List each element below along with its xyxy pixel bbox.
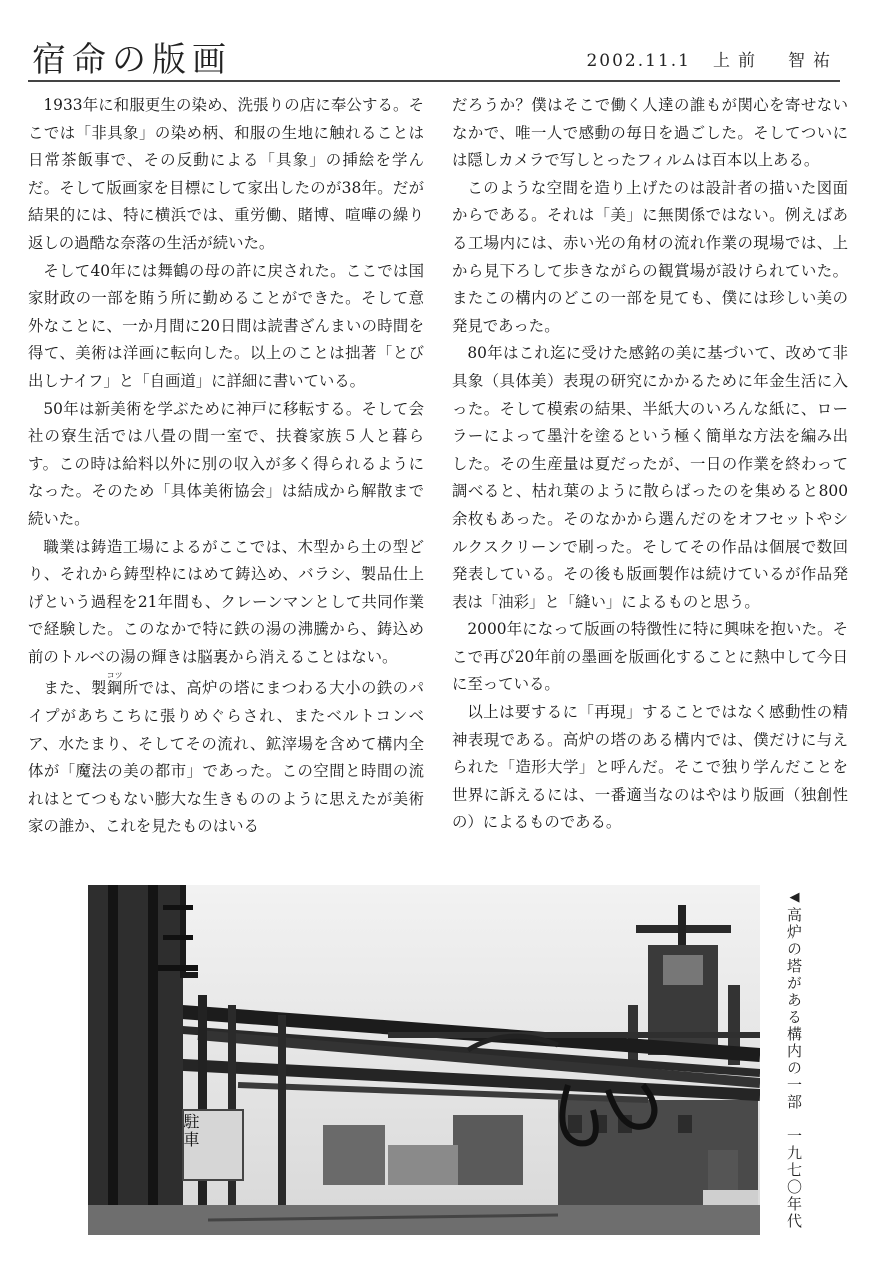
left-column xyxy=(28,92,424,841)
caption-arrow-icon: ◀ xyxy=(787,890,802,907)
paragraph-continued: だろうか？僕はそこで働く人達の誰もが関心を寄せないなかで、唯一人で感動の毎日を過ごした。そしてついには隠しカメラで写しとったフィルムは百本以上ある。 xyxy=(452,96,848,170)
ruby-word xyxy=(106,671,123,698)
paragraph: 職業は鋳造工場によるがここでは、木型から土の型どり、それから鋳型枠にはめて鋳込め、バラシ、製品仕上げという過程を21年間も、クレーンマンとして共同作業で経験した。このなかで特に鉄の湯の沸騰から、鋳込め前のトルベの湯の輝きは脳裏から消えることはない。 xyxy=(28,537,424,666)
ruby-base: 鋼 xyxy=(106,679,123,698)
byline xyxy=(586,46,838,71)
paragraph: 以上は要するに「再現」することではなく感動性の精神表現である。高炉の塔のある構内では、僕だけに与えられた「造形大学」と呼んだ。そこで独り学んだことを世界に訴えるには、一番適当なのはやはり版画（独創性の）によるものである。 xyxy=(452,703,848,832)
photo-caption xyxy=(776,890,806,1230)
paragraph: 2000年になって版画の特徴性に特に興味を抱いた。そこで再び20年前の墨画を版画化することに熱中して今日に至っている。 xyxy=(452,620,848,694)
photo-sign-text: 駐車 xyxy=(181,1113,200,1149)
factory-photo xyxy=(88,885,760,1235)
paragraph xyxy=(28,671,424,841)
paragraph: そして40年には舞鶴の母の許に戻された。ここでは国家財政の一部を賄う所に勤めることができた。そして意外なことに、一か月間に20日間は読書ざんまいの時間を得て、美術は洋画に転向した。以上のことは拙著「とび出しナイフ」と「自画道」に詳細に書いている。 xyxy=(28,261,424,390)
paragraph-text: また、製 xyxy=(43,679,107,698)
article-date: 2002.11.1 xyxy=(586,51,691,71)
right-column xyxy=(452,92,848,837)
paragraph: 50年は新美術を学ぶために神戸に移転する。そして会社の寮生活では八畳の間一室で、扶養家族５人と暮らす。この時は給料以外に別の収入が多く得られるようになった。そのため「具体美術協会」は結成から解散まで続いた。 xyxy=(28,399,424,528)
caption-text: 高炉の塔がある構内の一部 一九七〇年代 xyxy=(785,907,803,1230)
paragraph: 80年はこれ迄に受けた感銘の美に基づいて、改めて非具象（具体美）表現の研究にかかるために年金生活に入った。そして模索の結果、半紙大のいろんな紙に、ローラーによって墨汁を塗るという極く簡単な方法を編み出した。その生産量は夏だったが、一日の作業を終わって調べると、枯れ葉のように散らばったのを集めると800余枚もあった。そのなかから選んだのをオフセットやシルクスクリーンで刷った。そしてその作品は個展で数回発表している。その後も版画製作は続けているが作品発表は「油彩」と「縫い」によるものと思う。 xyxy=(452,344,848,611)
paragraph-text: 所では、高炉の塔にまつわる大小の鉄のパイプがあちこちに張りめぐらされ、またベルトコンベア、水たまり、そしてその流れ、鉱滓場を含めて構内全体が「魔法の美の都市」であった。この空間と時間の流れはとてつもない膨大な生きもののように思えたが美術家の誰か、これを見たものはいる xyxy=(28,679,424,836)
ruby-reading: コツ xyxy=(106,671,123,681)
article-header xyxy=(28,28,840,82)
paragraph: 1933年に和服更生の染め、洗張りの店に奉公する。そこでは「非具象」の染め柄、和服の生地に触れることは日常茶飯事で、その反動による「具象」の挿絵を学んだ。そして版画家を目標にして家出したのが38年。だが結果的には、特に横浜では、重労働、賭博、喧嘩の繰り返しの過酷な奈落の生活が続いた。 xyxy=(28,96,424,252)
paragraph: このような空間を造り上げたのは設計者の描いた図面からである。それは「美」に無関係ではない。例えばある工場内には、赤い光の角材の流れ作業の現場では、上から見下ろして歩きながらの観賞場が設けられていた。またこの構内のどこの一部を見ても、僕には珍しい美の発見であった。 xyxy=(452,178,848,335)
article-author: 上前 智祐 xyxy=(713,51,838,71)
article-title: 宿命の版画 xyxy=(32,40,232,80)
